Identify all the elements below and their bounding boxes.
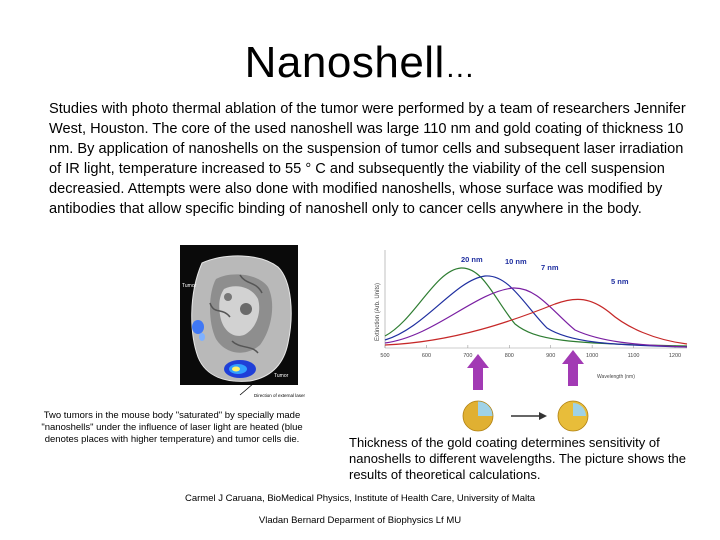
curve-20nm bbox=[385, 268, 687, 346]
left-figure-caption: Two tumors in the mouse body "saturated" by specially made "nanoshells" under the influence of laser light are heated (blue denotes places with higher temperature) and tumor cells die. bbox=[41, 410, 303, 445]
title-text: Nanoshell bbox=[244, 38, 445, 87]
nanoshell-thick-icon bbox=[463, 401, 493, 431]
spectrum-xlabel: Wavelength (nm) bbox=[597, 374, 635, 380]
curve-label-10nm: 10 nm bbox=[505, 257, 527, 266]
curve-label-5nm: 5 nm bbox=[611, 277, 629, 286]
tumor-label-top: Tumor bbox=[182, 283, 197, 289]
x-tick-label: 1000 bbox=[586, 353, 599, 359]
spectrum-x-ticks bbox=[380, 345, 681, 359]
transition-arrow bbox=[511, 412, 547, 420]
x-tick-label: 700 bbox=[463, 353, 473, 359]
x-tick-label: 1100 bbox=[627, 353, 640, 359]
x-tick-label: 900 bbox=[546, 353, 556, 359]
curve-5nm bbox=[385, 299, 687, 345]
spectrum-curves bbox=[385, 268, 687, 347]
curve-label-7nm: 7 nm bbox=[541, 263, 559, 272]
slide-title bbox=[0, 38, 720, 93]
body-paragraph: Studies with photo thermal ablation of the tumor were performed by a team of researchers Jennifer West, Houston. The core of the used nanoshell was large 110 nm and gold coating of thickness 10 nm. By application of nanoshells on the suspension of tumor cells and subsequent laser irradiation of IR light, temperature increased to 55 ° C and subsequently the viability of the cell suspension decreasied. Attempts were also done with modified nanoshells, whose surface was modified by antibodies that allow specific binding of nanoshell only to cancer cells anywhere in the body. bbox=[49, 101, 686, 217]
extinction-spectrum-figure bbox=[365, 240, 695, 435]
x-tick-label: 800 bbox=[504, 353, 514, 359]
x-tick-label: 500 bbox=[380, 353, 390, 359]
spectrum-ylabel: Extinction (Arb. Units) bbox=[375, 282, 381, 342]
right-figure-caption: Thickness of the gold coating determines sensitivity of nanoshells to different wavelengths. The picture shows the results of theoretical calculations. bbox=[349, 435, 687, 482]
curve-7nm bbox=[385, 288, 687, 347]
title-ellipsis: … bbox=[444, 51, 476, 84]
x-tick-label: 600 bbox=[421, 353, 432, 359]
credit-line-1: Carmel J Caruana, BioMedical Physics, Institute of Health Care, University of Malta bbox=[184, 493, 536, 504]
tumor-label-bottom: Tumor bbox=[274, 373, 289, 379]
x-tick-label: 1200 bbox=[668, 353, 682, 359]
nanoshell-thin-icon bbox=[558, 401, 588, 431]
curve-label-20nm: 20 nm bbox=[461, 255, 483, 264]
laser-direction-label: Direction of external laser bbox=[254, 393, 306, 398]
purple-arrow-right bbox=[562, 350, 584, 386]
mouse-thermal-image bbox=[180, 245, 306, 403]
purple-arrow-left bbox=[467, 354, 489, 390]
credit-line-2: Vladan Bernard Deparment of Biophysics Lf MU bbox=[258, 515, 462, 526]
